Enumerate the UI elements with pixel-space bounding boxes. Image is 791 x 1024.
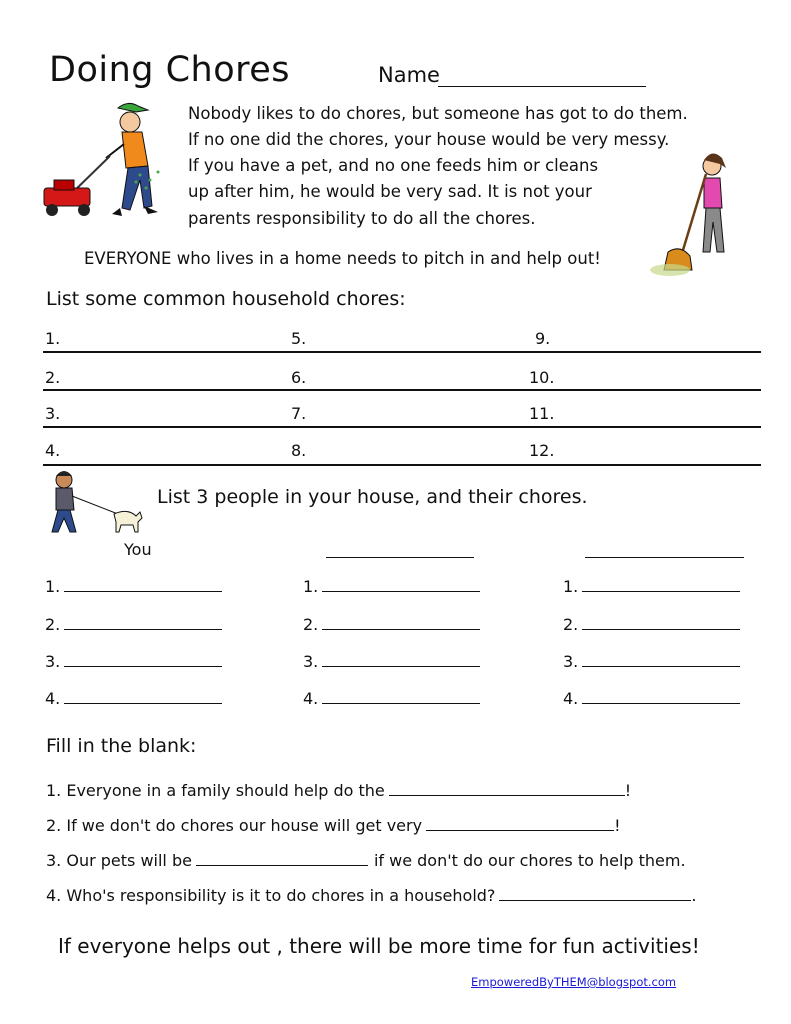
- answer-blank[interactable]: [64, 689, 222, 704]
- person-chore-row: [303, 577, 480, 596]
- answer-blank[interactable]: [499, 886, 691, 901]
- answer-blank[interactable]: [582, 577, 740, 592]
- credit-link[interactable]: EmpoweredByTHEM@blogspot.com: [471, 975, 677, 989]
- question-end: !: [614, 816, 621, 835]
- chore-number: 9.: [535, 329, 551, 348]
- answer-blank[interactable]: [322, 689, 480, 704]
- answer-blank[interactable]: [64, 652, 222, 667]
- chore-number: 1.: [45, 329, 61, 348]
- question-text: 2. If we don't do chores our house will get very: [46, 816, 423, 835]
- section-heading-fill-blank: Fill in the blank:: [46, 735, 197, 757]
- chore-number: 12.: [529, 441, 555, 460]
- row-number: 3.: [303, 652, 319, 671]
- person-chore-row: [303, 652, 480, 671]
- chore-number: 2.: [45, 368, 61, 387]
- answer-blank[interactable]: [582, 689, 740, 704]
- chore-answer-line[interactable]: [43, 351, 761, 353]
- fill-in-question: [46, 781, 631, 800]
- row-number: 2.: [303, 615, 319, 634]
- row-number: 3.: [45, 652, 61, 671]
- person-chore-row: [563, 689, 740, 708]
- person-you-label: You: [124, 540, 152, 559]
- answer-blank[interactable]: [322, 652, 480, 667]
- row-number: 2.: [563, 615, 579, 634]
- intro-line: If you have a pet, and no one feeds him or cleans: [188, 156, 599, 175]
- person-chore-row: [45, 689, 222, 708]
- chore-number: 6.: [291, 368, 307, 387]
- girl-sweeping-illustration: [640, 150, 750, 285]
- boy-mowing-lawn-illustration: [40, 100, 180, 225]
- fill-in-question: [46, 816, 620, 835]
- question-end: !: [624, 781, 632, 800]
- chore-number: 8.: [291, 441, 307, 460]
- boy-walking-dog-illustration: [42, 470, 147, 542]
- section-heading-chores: List some common household chores:: [46, 288, 406, 310]
- chore-number: 7.: [291, 404, 307, 423]
- person-chore-row: [563, 652, 740, 671]
- intro-line: up after him, he would be very sad. It is not your: [188, 182, 592, 201]
- question-text: 4. Who's responsibility is it to do chores in a household?: [46, 886, 496, 905]
- chore-number: 5.: [291, 329, 307, 348]
- answer-blank[interactable]: [426, 816, 614, 831]
- answer-blank[interactable]: [196, 851, 368, 866]
- everyone-statement: EVERYONE who lives in a home needs to pitch in and help out!: [84, 249, 601, 268]
- answer-blank[interactable]: [322, 615, 480, 630]
- intro-line: If no one did the chores, your house would be very messy.: [188, 130, 670, 149]
- chore-number: 3.: [45, 404, 61, 423]
- person-name-field[interactable]: [326, 557, 474, 558]
- chore-answer-line[interactable]: [43, 426, 761, 428]
- row-number: 1.: [563, 577, 579, 596]
- name-field[interactable]: [438, 86, 646, 87]
- answer-blank[interactable]: [582, 652, 740, 667]
- person-chore-row: [563, 577, 740, 596]
- intro-line: Nobody likes to do chores, but someone has got to do them.: [188, 104, 688, 123]
- question-text: 3. Our pets will be: [46, 851, 192, 870]
- answer-blank[interactable]: [389, 781, 625, 796]
- row-number: 4.: [303, 689, 319, 708]
- closing-statement: If everyone helps out , there will be more time for fun activities!: [58, 934, 700, 958]
- name-label: Name: [378, 63, 440, 87]
- chore-answer-line[interactable]: [43, 464, 761, 466]
- chore-number: 10.: [529, 368, 555, 387]
- chore-answer-line[interactable]: [43, 389, 761, 391]
- answer-blank[interactable]: [582, 615, 740, 630]
- person-chore-row: [45, 652, 222, 671]
- row-number: 1.: [303, 577, 319, 596]
- page-title: Doing Chores: [49, 50, 291, 90]
- chore-number: 4.: [45, 441, 61, 460]
- answer-blank[interactable]: [322, 577, 480, 592]
- person-chore-row: [563, 615, 740, 634]
- person-chore-row: [45, 615, 222, 634]
- person-name-field[interactable]: [585, 557, 744, 558]
- fill-in-question: [46, 851, 686, 870]
- person-chore-row: [303, 689, 480, 708]
- fill-in-question: [46, 886, 697, 905]
- intro-line: parents responsibility to do all the chores.: [188, 209, 536, 228]
- person-chore-row: [45, 577, 222, 596]
- section-heading-people: List 3 people in your house, and their chores.: [157, 486, 588, 508]
- row-number: 2.: [45, 615, 61, 634]
- person-chore-row: [303, 615, 480, 634]
- question-end: if we don't do our chores to help them.: [373, 851, 686, 870]
- row-number: 3.: [563, 652, 579, 671]
- answer-blank[interactable]: [64, 615, 222, 630]
- answer-blank[interactable]: [64, 577, 222, 592]
- question-end: .: [691, 886, 697, 905]
- question-text: 1. Everyone in a family should help do the: [46, 781, 385, 800]
- row-number: 4.: [563, 689, 579, 708]
- row-number: 4.: [45, 689, 61, 708]
- chore-number: 11.: [529, 404, 555, 423]
- row-number: 1.: [45, 577, 61, 596]
